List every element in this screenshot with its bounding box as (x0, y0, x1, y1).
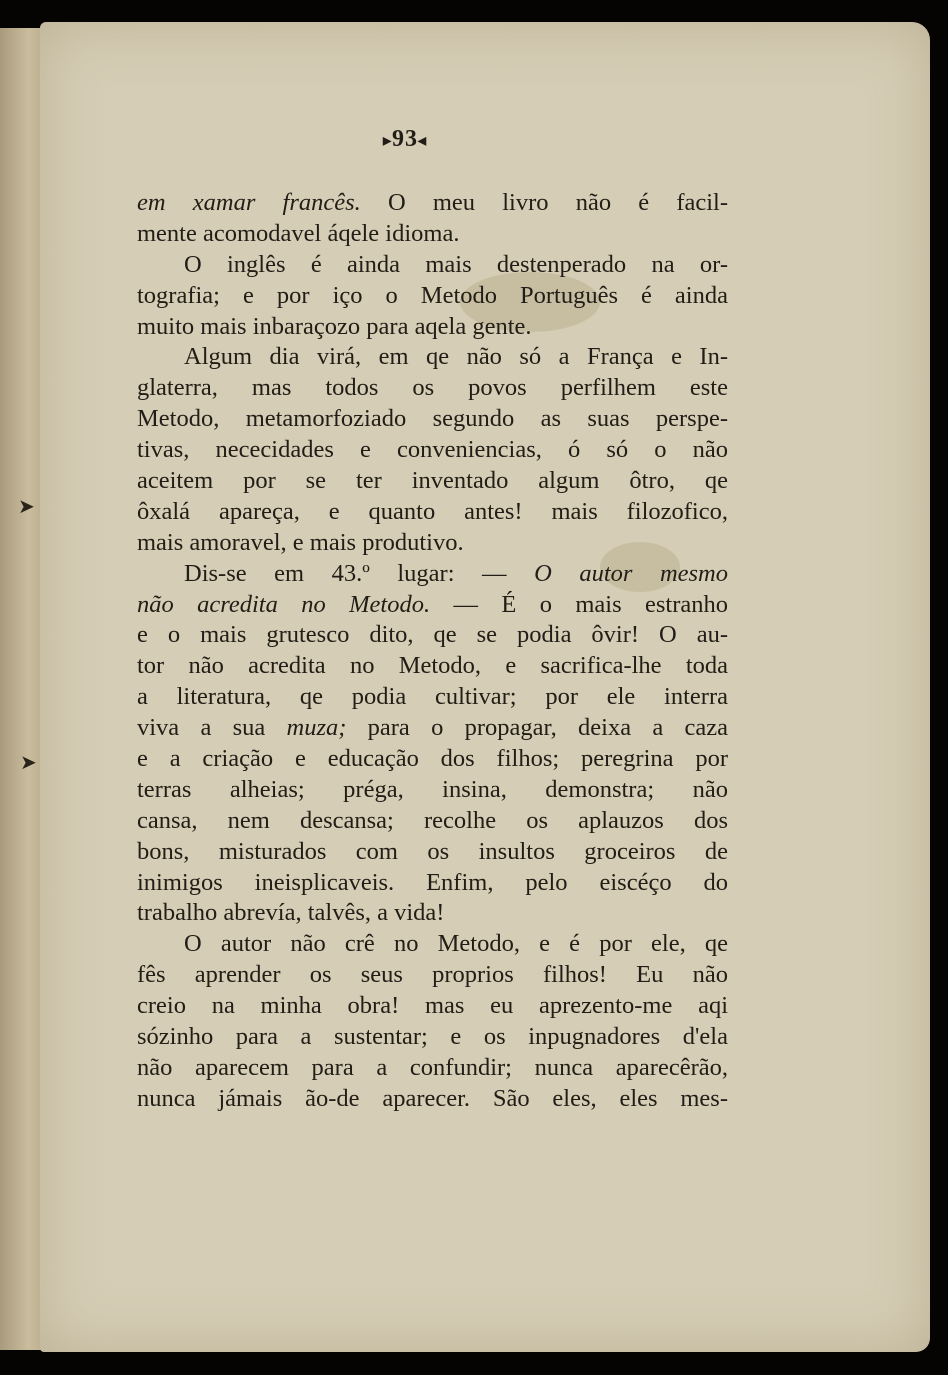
text-line (137, 806, 728, 837)
text-line (137, 281, 728, 312)
text-segment: tografia; e por iço o Metodo Português é ainda (137, 281, 728, 309)
text-line (137, 868, 728, 899)
text-line (137, 1053, 728, 1084)
text-segment: ôxalá apareça, e quanto antes! mais filozofico, (137, 497, 728, 525)
margin-arrow-icon: ➤ (20, 752, 37, 774)
text-segment: fês aprender os seus proprios filhos! Eu não (137, 961, 728, 989)
text-segment: viva a sua (137, 714, 287, 742)
italic-text-segment: O autor mesmo (534, 559, 728, 587)
text-line (137, 682, 728, 713)
header-ornament-right-icon: ◂ (418, 132, 428, 150)
text-line (137, 435, 728, 466)
text-segment: cansa, nem descansa; recolhe os aplauzos dos (137, 806, 728, 834)
text-segment: Dis-se em 43.º lugar: — (184, 559, 535, 587)
text-line (137, 837, 728, 868)
text-segment: O meu livro não é facil- (360, 189, 728, 216)
text-segment: mente acomodavel áqele idioma. (137, 219, 460, 247)
italic-text-segment: em xamar francês. (137, 189, 361, 216)
text-segment: — É o mais estranho (430, 590, 729, 618)
text-line (137, 929, 728, 960)
text-line (137, 373, 728, 404)
text-segment: mais amoravel, e mais produtivo. (137, 528, 464, 556)
text-line (137, 620, 728, 651)
text-segment: para o propagar, deixa a caza (346, 714, 728, 742)
text-segment: e a criação e educação dos filhos; peregrina por (137, 745, 728, 773)
text-line (137, 250, 728, 281)
text-line (137, 960, 728, 991)
text-line (137, 188, 728, 219)
text-segment: muito mais inbaraçozo para aqela gente. (137, 312, 532, 340)
text-line (137, 312, 728, 343)
text-segment: terras alheias; préga, insina, demonstra; não (137, 775, 728, 803)
text-segment: creio na minha obra! mas eu aprezento-me aqi (137, 992, 728, 1020)
header-ornament-left-icon: ▸ (383, 132, 393, 150)
text-segment: nunca jámais ão-de aparecer. São eles, eles mes- (137, 1084, 728, 1112)
text-line (137, 404, 728, 435)
text-line (137, 1022, 728, 1053)
text-line (137, 466, 728, 497)
italic-text-segment: não acredita no Metodo. (137, 590, 431, 618)
text-segment: tivas, nececidades e conveniencias, ó só o não (137, 436, 728, 464)
text-line (137, 219, 728, 250)
text-line (137, 991, 728, 1022)
text-segment: glaterra, mas todos os povos perfilhem este (137, 374, 728, 402)
text-segment: O autor não crê no Metodo, e é por ele, qe (184, 930, 728, 958)
text-segment: tor não acredita no Metodo, e sacrifica-lhe toda (137, 652, 728, 680)
text-line (137, 497, 728, 528)
text-line (137, 590, 728, 621)
page-number: 93 (392, 126, 419, 152)
text-line (137, 651, 728, 682)
text-segment: não aparecem para a confundir; nunca aparecêrão, (137, 1053, 728, 1081)
text-segment: inimigos ineisplicaveis. Enfim, pelo eiscéço do (137, 868, 728, 896)
text-line (137, 528, 728, 559)
page-header (383, 126, 427, 153)
text-segment: sózinho para a sustentar; e os inpugnadores d'ela (137, 1023, 728, 1051)
text-segment: Algum dia virá, em qe não só a França e In- (184, 343, 728, 371)
text-line (137, 1084, 728, 1115)
text-segment: Metodo, metamorfoziado segundo as suas perspe- (137, 405, 728, 433)
text-line (137, 559, 728, 590)
text-segment: aceitem por se ter inventado algum ôtro, qe (137, 467, 728, 495)
text-line (137, 775, 728, 806)
body-text (137, 188, 728, 1115)
text-segment: trabalho abrevía, talvês, a vida! (137, 899, 445, 927)
text-segment: a literatura, qe podia cultivar; por ele interra (137, 683, 728, 711)
text-line (137, 744, 728, 775)
italic-text-segment: muza; (286, 714, 347, 742)
text-line (137, 898, 728, 929)
text-segment: O inglês é ainda mais destenperado na or- (184, 250, 728, 278)
text-line (137, 713, 728, 744)
text-segment: e o mais grutesco dito, qe se podia ôvir! O au- (137, 621, 728, 649)
text-segment: bons, misturados com os insultos groceiros de (137, 837, 728, 865)
margin-arrow-icon: ➤ (18, 496, 35, 518)
text-line (137, 342, 728, 373)
